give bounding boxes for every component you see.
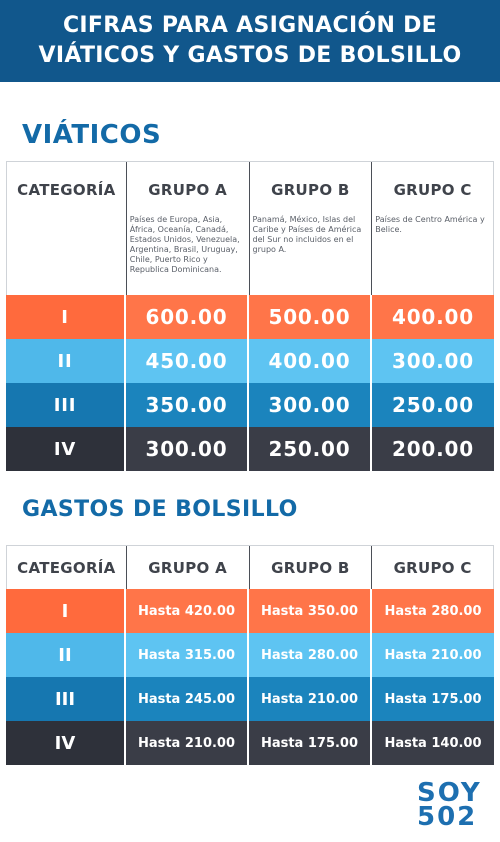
- column-header: GRUPO C: [372, 546, 494, 589]
- viaticos-header-grupo-b: [250, 162, 373, 295]
- viaticos-header-grupo-a: [127, 162, 250, 295]
- category-cell: IV: [6, 721, 126, 765]
- column-header: CATEGORÍA: [7, 546, 127, 589]
- gastos-table: [6, 545, 494, 765]
- column-header: CATEGORÍA: [17, 181, 116, 199]
- table-row: [6, 677, 494, 721]
- category-cell: I: [6, 295, 126, 339]
- value-cell: 450.00: [126, 339, 249, 383]
- value-cell: 300.00: [126, 427, 249, 471]
- value-cell: Hasta 315.00: [126, 633, 249, 677]
- value-cell: 300.00: [249, 383, 372, 427]
- value-cell: 350.00: [126, 383, 249, 427]
- column-header: GRUPO A: [127, 546, 250, 589]
- value-cell: Hasta 350.00: [249, 589, 372, 633]
- value-cell: Hasta 175.00: [249, 721, 372, 765]
- gastos-section-title: GASTOS DE BOLSILLO: [22, 497, 298, 522]
- value-cell: Hasta 140.00: [384, 735, 482, 751]
- title-line-2: VIÁTICOS Y GASTOS DE BOLSILLO: [38, 43, 462, 68]
- logo-line-2: 502: [417, 802, 478, 832]
- value-cell: 200.00: [392, 437, 474, 461]
- viaticos-header-categoria: [7, 162, 127, 295]
- value-cell: Hasta 245.00: [126, 677, 249, 721]
- viaticos-table: [6, 161, 494, 471]
- value-cell: Hasta 280.00: [384, 603, 482, 619]
- category-cell: II: [6, 339, 126, 383]
- table-row: [6, 383, 494, 427]
- viaticos-header-row: [6, 161, 494, 295]
- table-row: [6, 427, 494, 471]
- category-cell: IV: [6, 427, 126, 471]
- table-row: [6, 339, 494, 383]
- category-cell: III: [6, 677, 126, 721]
- title-line-1: CIFRAS PARA ASIGNACIÓN DE: [62, 13, 438, 38]
- value-cell: 500.00: [249, 295, 372, 339]
- value-cell: 400.00: [392, 305, 474, 329]
- column-header: GRUPO A: [148, 181, 227, 199]
- value-cell: Hasta 420.00: [126, 589, 249, 633]
- viaticos-header-grupo-c: [372, 162, 494, 295]
- value-cell: 250.00: [392, 393, 474, 417]
- value-cell: 300.00: [392, 349, 474, 373]
- gastos-header-row: [6, 545, 494, 589]
- table-row: [6, 589, 494, 633]
- value-cell: Hasta 175.00: [384, 691, 482, 707]
- column-header: GRUPO C: [393, 181, 472, 199]
- value-cell: Hasta 210.00: [384, 647, 482, 663]
- column-header: GRUPO B: [271, 181, 350, 199]
- page-title: [0, 0, 500, 82]
- logo-line-1: SOY: [417, 778, 482, 808]
- group-description: Países de Centro América y Belice.: [375, 215, 485, 234]
- soy502-logo: [417, 778, 483, 832]
- table-row: [6, 721, 494, 765]
- viaticos-section-title: VIÁTICOS: [22, 120, 162, 150]
- value-cell: Hasta 210.00: [126, 721, 249, 765]
- value-cell: Hasta 280.00: [249, 633, 372, 677]
- group-description: Panamá, México, Islas del Caribe y Países de América del Sur no incluidos en el grupo A.: [252, 215, 362, 254]
- group-description: Países de Europa, Asia, África, Oceanía, Canadá, Estados Unidos, Venezuela, Argentina, Brasil, Uruguay, Chile, Puerto Rico y Republica Dominicana.: [129, 215, 240, 274]
- column-header: GRUPO B: [250, 546, 373, 589]
- value-cell: 250.00: [249, 427, 372, 471]
- table-row: [6, 295, 494, 339]
- value-cell: Hasta 210.00: [249, 677, 372, 721]
- table-row: [6, 633, 494, 677]
- category-cell: II: [6, 633, 126, 677]
- category-cell: I: [6, 589, 126, 633]
- category-cell: III: [6, 383, 126, 427]
- value-cell: 600.00: [126, 295, 249, 339]
- value-cell: 400.00: [249, 339, 372, 383]
